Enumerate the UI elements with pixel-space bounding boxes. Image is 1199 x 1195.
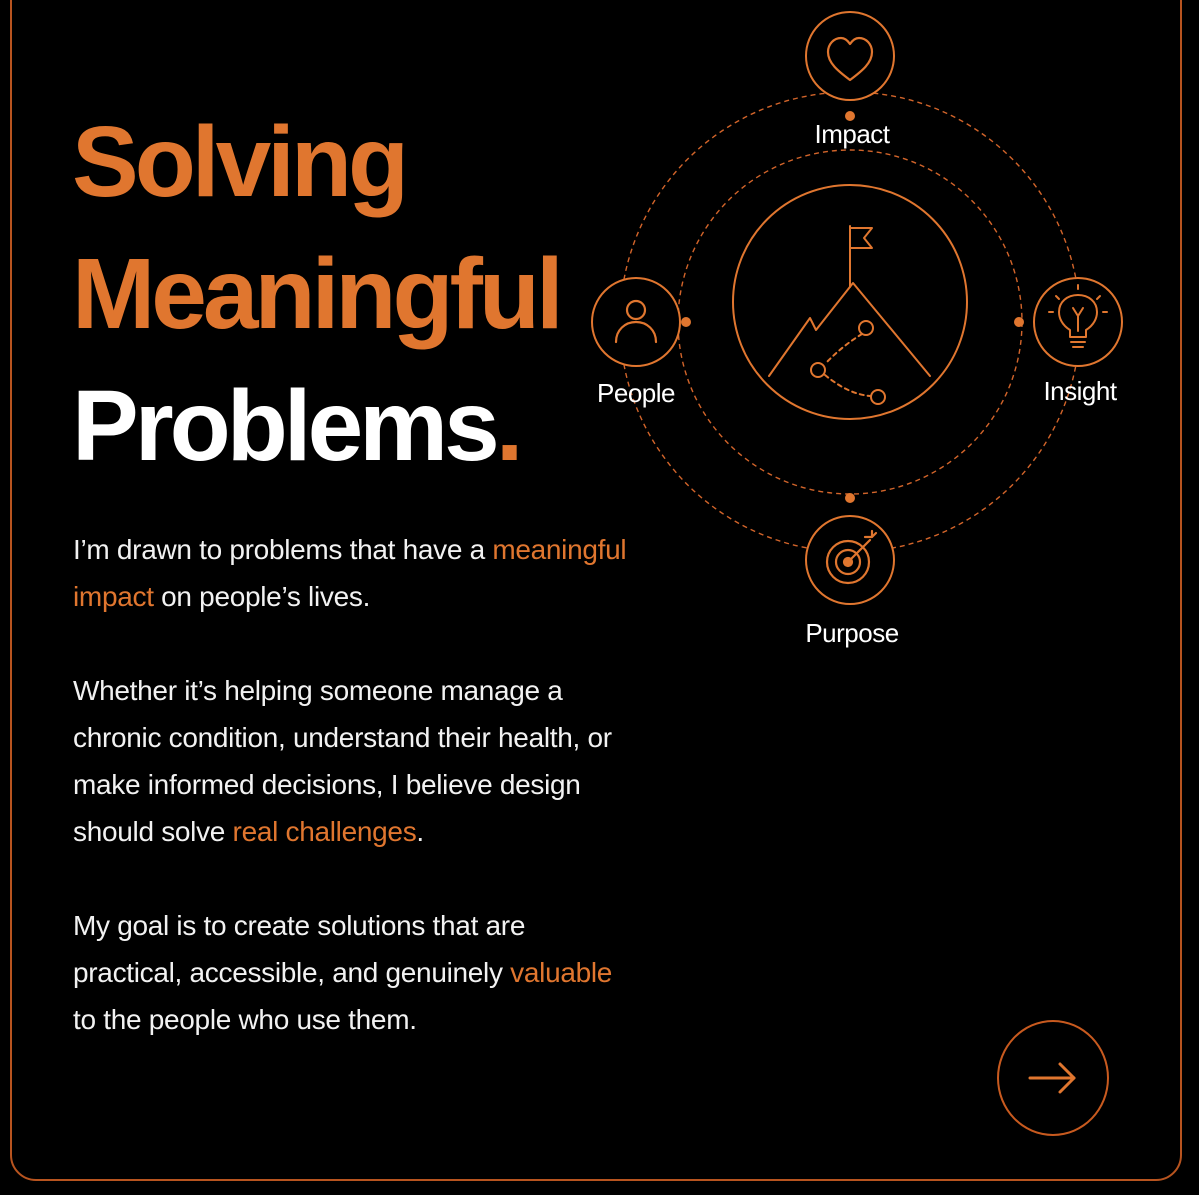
intro-p1-text-a: I’m drawn to problems that have a	[73, 534, 493, 565]
values-diagram-graphic	[580, 0, 1140, 660]
intro-p2-highlight: real challenges	[232, 816, 417, 847]
title-line-2: Meaningful	[72, 238, 560, 350]
page-title	[72, 96, 560, 492]
next-button[interactable]	[997, 1020, 1109, 1136]
node-label-insight: Insight	[1043, 376, 1117, 406]
intro-p3-text-a: My goal is to create solutions that are practical, accessible, and genuinely	[73, 910, 526, 988]
center-circle	[733, 185, 967, 419]
title-line-3	[72, 360, 560, 492]
mountain-flag-icon	[769, 226, 930, 404]
arrow-right-icon	[1026, 1058, 1080, 1098]
title-word-problems: Problems	[72, 370, 496, 482]
intro-paragraph-3	[73, 902, 633, 1043]
orbit-dot-left	[681, 317, 691, 327]
orbit-dot-right	[1014, 317, 1024, 327]
node-label-impact: Impact	[814, 119, 890, 149]
intro-p3-text-b: to the people who use them.	[73, 1004, 417, 1035]
intro-p2-text-a: Whether it’s helping someone manage a chronic condition, understand their health, or make informed decisions, I believe design should solve	[73, 675, 612, 847]
node-label-purpose: Purpose	[805, 618, 899, 648]
intro-p1-text-b: on people’s lives.	[153, 581, 371, 612]
intro-paragraph-1	[73, 526, 633, 620]
intro-p2-text-b: .	[416, 816, 424, 847]
intro-text	[73, 526, 633, 1090]
intro-p3-highlight: valuable	[510, 957, 613, 988]
impact-node	[806, 12, 894, 100]
title-period: .	[495, 370, 520, 482]
node-label-people: People	[597, 378, 675, 408]
intro-paragraph-2	[73, 667, 633, 855]
values-diagram	[580, 0, 1140, 660]
orbit-dot-bottom	[845, 493, 855, 503]
intro-p1-highlight: meaningful impact	[73, 534, 627, 612]
title-line-1: Solving	[72, 106, 406, 218]
inner-dashed-orbit	[678, 150, 1022, 494]
